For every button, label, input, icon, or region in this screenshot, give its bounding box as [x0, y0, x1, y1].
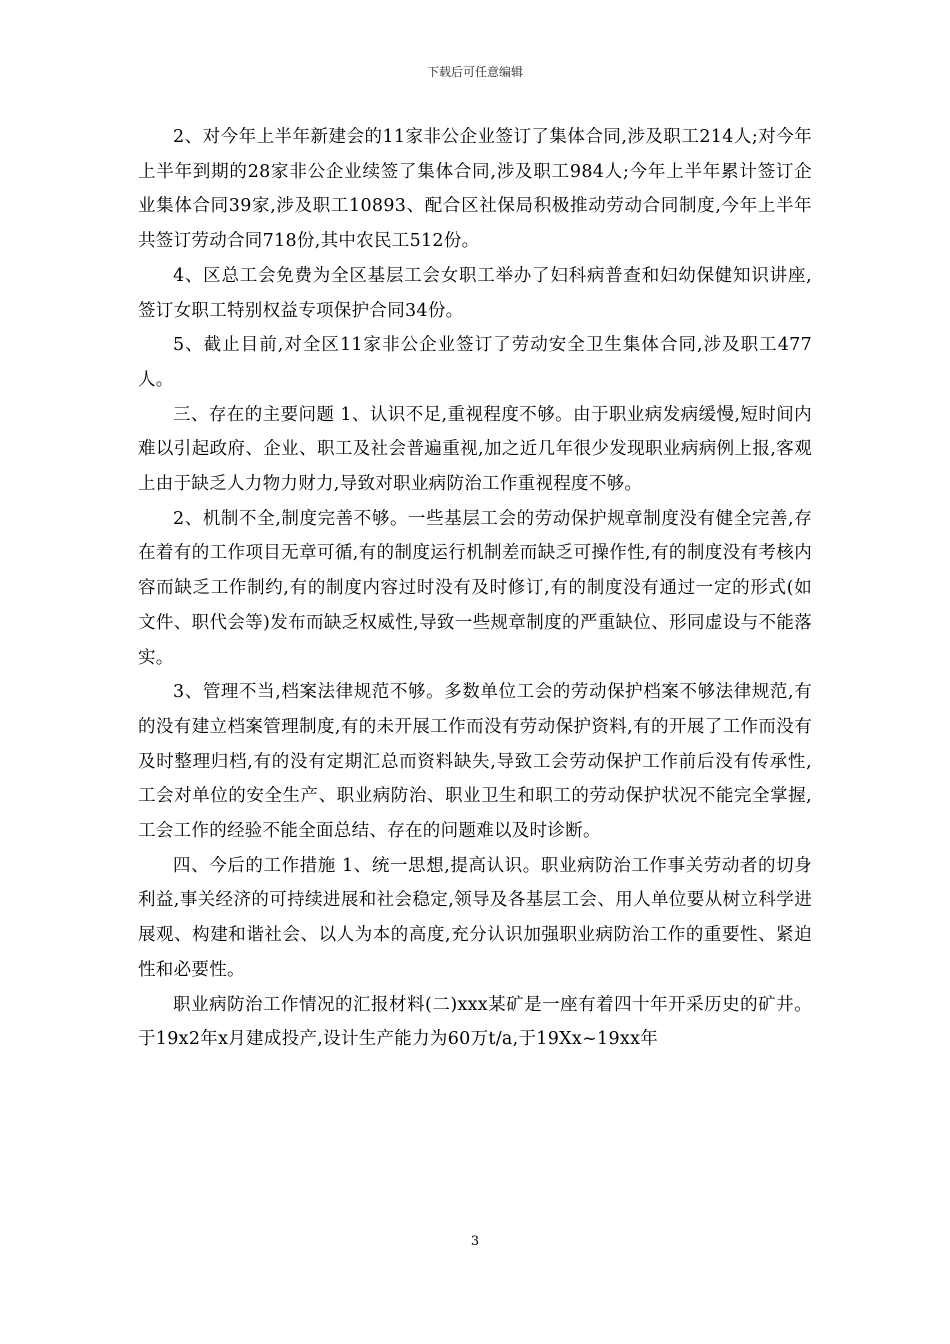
paragraph-future-measures: 四、今后的工作措施 1、统一思想,提高认识。职业病防治工作事关劳动者的切身利益,事关经济的可持续进展和社会稳定,领导及各基层工会、用人单位要从树立科学进展观、构建和谐社会、以人为本的高度,充分认识加强职业病防治工作的重要性、紧迫性和必要性。 — [138, 855, 812, 980]
page-header: 下载后可任意编辑 — [426, 65, 523, 79]
paragraph-report-two: 职业病防治工作情况的汇报材料(二)xxx某矿是一座有着四十年开采历史的矿井。于19x2年x月建成投产,设计生产能力为60万t/a,于19Xx~19xx年 — [138, 994, 812, 1050]
paragraph-management-issues: 3、管理不当,档案法律规范不够。多数单位工会的劳动保护档案不够法律规范,有的没有建立档案管理制度,有的未开展工作而没有劳动保护资料,有的开展了工作而没有及时整理归档,有的没有定期汇总而资料缺失,导致工会劳动保护工作前后没有传承性,工会对单位的安全生产、职业病防治、职业卫生和职工的劳动保护状况不能完全掌握,工会工作的经验不能全面总结、存在的问题难以及时诊断。 — [138, 682, 812, 842]
paragraph-mechanism-issues: 2、机制不全,制度完善不够。一些基层工会的劳动保护规章制度没有健全完善,存在着有的工作项目无章可循,有的制度运行机制差而缺乏可操作性,有的制度没有考核内容而缺乏工作制约,有的制度内容过时没有及时修订,有的制度没有通过一定的形式(如文件、职代会等)发布而缺乏权威性,导致一些规章制度的严重缺位、形同虚设与不能落实。 — [138, 508, 812, 668]
paragraph-collective-contracts: 2、对今年上半年新建会的11家非公企业签订了集体合同,涉及职工214人;对今年上半年到期的28家非公企业续签了集体合同,涉及职工984人;今年上半年累计签订企业集体合同39家,涉及职工10893、配合区社保局积极推动劳动合同制度,今年上半年共签订劳动合同718份,其中农民工512份。 — [138, 127, 812, 252]
paragraph-safety-contracts: 5、截止目前,对全区11家非公企业签订了劳动安全卫生集体合同,涉及职工477人。 — [138, 335, 812, 390]
paragraph-main-problems: 三、存在的主要问题 1、认识不足,重视程度不够。由于职业病发病缓慢,短时间内难以引起政府、企业、职工及社会普遍重视,加之近几年很少发现职业病病例上报,客观上由于缺乏人力物力财力,导致对职业病防治工作重视程度不够。 — [138, 404, 812, 495]
document-body — [138, 120, 812, 1057]
page-number: 3 — [470, 1234, 480, 1249]
paragraph-female-worker-health: 4、区总工会免费为全区基层工会女职工举办了妇科病普查和妇幼保健知识讲座,签订女职工特别权益专项保护合同34份。 — [138, 265, 812, 321]
